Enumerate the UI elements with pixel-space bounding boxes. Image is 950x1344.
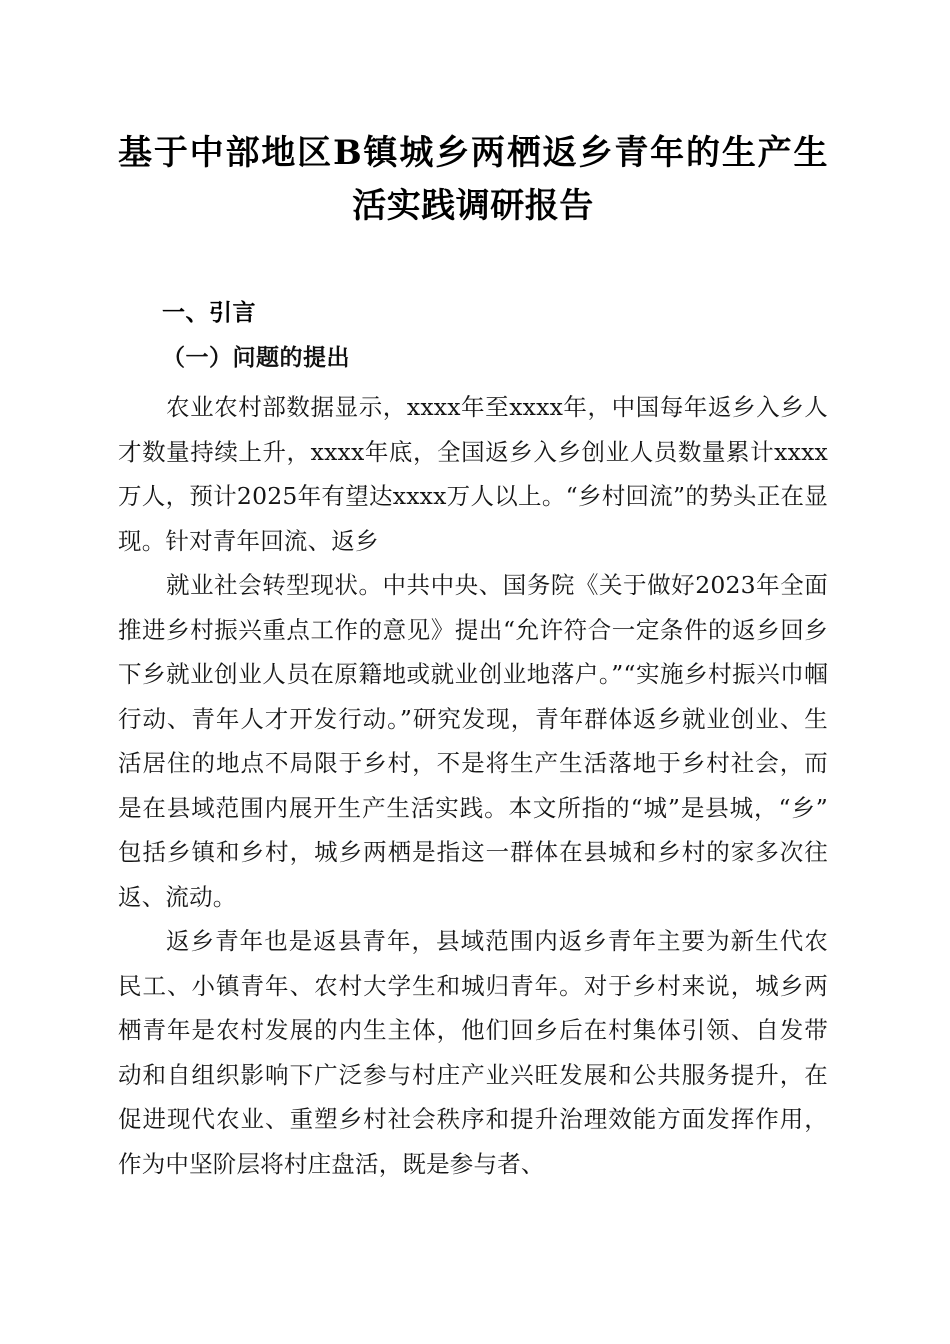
- body-paragraph: 返乡青年也是返县青年，县域范围内返乡青年主要为新生代农民工、小镇青年、农村大学生和城归青年。对于乡村来说，城乡两栖青年是农村发展的内生主体，他们回乡后在村集体引领、自发带动和自组织影响下广泛参与村庄产业兴旺发展和公共服务提升，在促进现代农业、重塑乡村社会秩序和提升治理效能方面发挥作用，作为中坚阶层将村庄盘活，既是参与者、: [118, 927, 828, 1178]
- body-paragraph: 农业农村部数据显示，xxxx年至xxxx年，中国每年返乡入乡人才数量持续上升，xxxx年底，全国返乡入乡创业人员数量累计xxxx万人，预计2025年有望达xxxx万人以上。“乡村回流”的势头正在显现。针对青年回流、返乡: [118, 393, 828, 555]
- document-content: [118, 0, 828, 1186]
- page-title: 基于中部地区B镇城乡两栖返乡青年的生产生活实践调研报告: [118, 133, 828, 226]
- body-paragraph: 就业社会转型现状。中共中央、国务院《关于做好2023年全面推进乡村振兴重点工作的意见》提出“允许符合一定条件的返乡回乡下乡就业创业人员在原籍地或就业创业地落户。”“实施乡村振兴巾帼行动、青年人才开发行动。”研究发现，青年群体返乡就业创业、生活居住的地点不局限于乡村，不是将生产生活落地于乡村社会，而是在县域范围内展开生产生活实践。本文所指的“城”是县城，“乡”包括乡镇和乡村，城乡两栖是指这一群体在县城和乡村的家多次往返、流动。: [118, 571, 828, 911]
- subsection-heading-problem-statement: （一）问题的提出: [162, 344, 350, 371]
- section-heading-introduction: 一、引言: [162, 299, 256, 325]
